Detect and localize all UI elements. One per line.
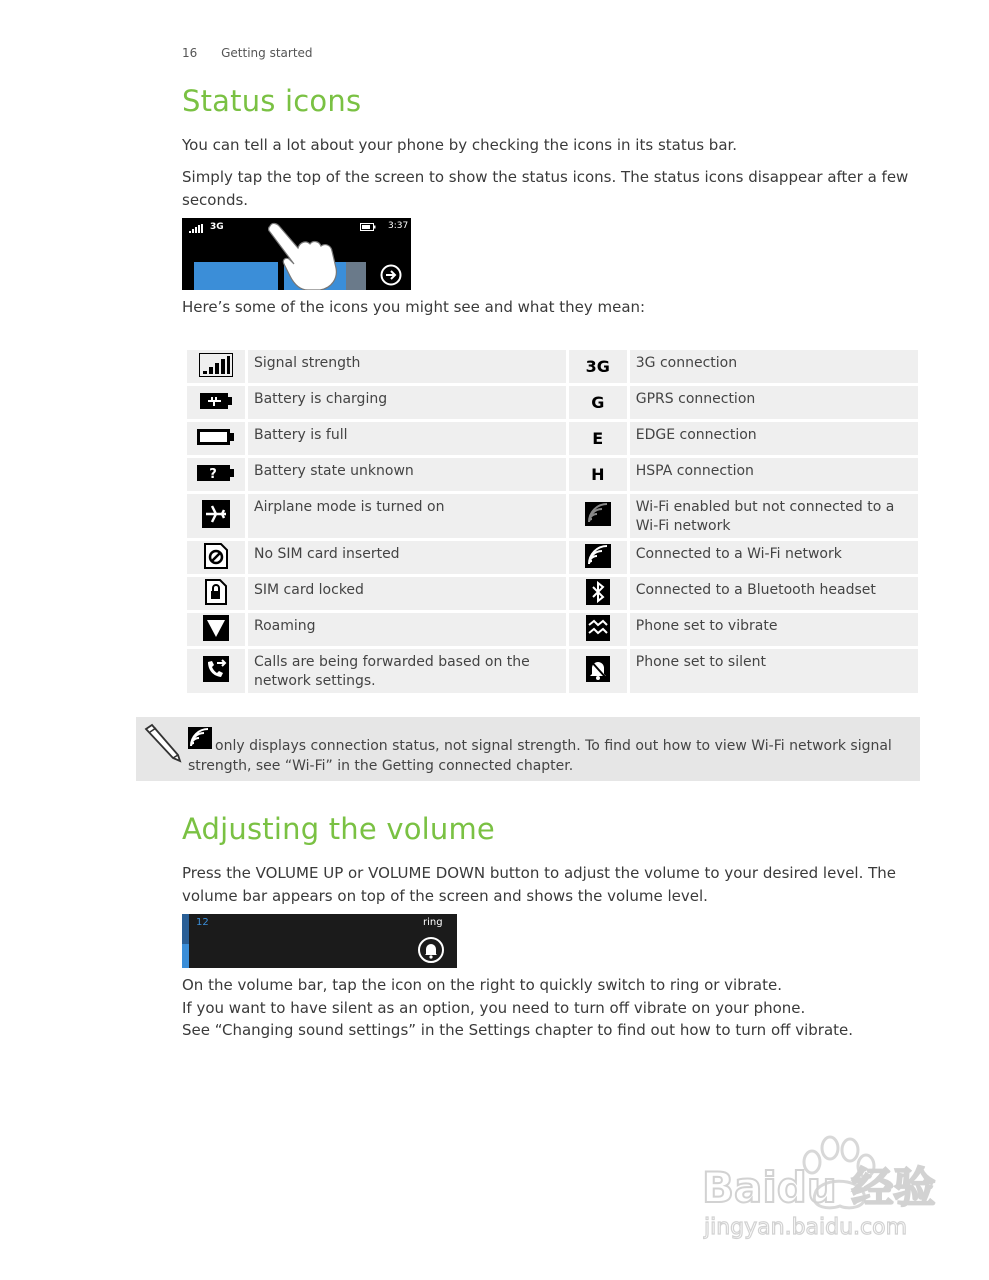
volume-level-label: 12 — [196, 917, 209, 928]
hspa-icon: H — [569, 458, 627, 491]
volume-bar-screenshot — [182, 914, 457, 968]
table-row — [187, 577, 918, 610]
icon-description: Battery state unknown — [248, 458, 566, 491]
icon-description: Phone set to vibrate — [630, 613, 918, 646]
table-row — [187, 541, 918, 574]
icon-description: Signal strength — [248, 350, 566, 383]
icon-description: 3G connection — [630, 350, 918, 383]
status-icons-table — [184, 347, 921, 696]
icon-description: EDGE connection — [630, 422, 918, 455]
airplane-icon — [187, 494, 245, 538]
svg-text:?: ? — [209, 466, 217, 482]
volume-tip-line-2: If you want to have silent as an option, you need to turn off vibrate on your phone. — [182, 999, 806, 1017]
table-row — [187, 649, 918, 693]
silent-icon — [569, 649, 627, 693]
svg-text:Baidu 经验: Baidu 经验 — [702, 1163, 936, 1212]
icon-description: Wi-Fi enabled but not connected to a Wi-Fi network — [630, 494, 918, 538]
note-box — [136, 717, 920, 781]
svg-text:jingyan.baidu.com: jingyan.baidu.com — [704, 1215, 908, 1240]
no-sim-icon — [187, 541, 245, 574]
section-title-status-icons: Status icons — [182, 84, 362, 118]
table-row — [187, 494, 918, 538]
section-title-adjusting-volume: Adjusting the volume — [182, 812, 495, 846]
icon-description: No SIM card inserted — [248, 541, 566, 574]
roaming-icon — [187, 613, 245, 646]
battery-charging-icon — [187, 386, 245, 419]
tap-instruction-paragraph: Simply tap the top of the screen to show the status icons. The status icons disappear after a few seconds. — [182, 168, 909, 209]
3g-icon: 3G — [569, 350, 627, 383]
network-type-label: 3G — [210, 222, 224, 232]
icon-description: Roaming — [248, 613, 566, 646]
signal-strength-icon — [187, 350, 245, 383]
vibrate-icon — [569, 613, 627, 646]
baidu-watermark — [700, 1130, 940, 1254]
tapping-hand-icon — [268, 220, 358, 290]
icon-description: Battery is charging — [248, 386, 566, 419]
icons-intro-paragraph: Here’s some of the icons you might see and what they mean: — [182, 298, 646, 316]
wifi-not-connected-icon — [569, 494, 627, 538]
icon-description: Battery is full — [248, 422, 566, 455]
volume-tip-line-1: On the volume bar, tap the icon on the right to quickly switch to ring or vibrate. — [182, 976, 782, 994]
icon-description: Calls are being forwarded based on the network settings. — [248, 649, 566, 693]
signal-strength-icon — [189, 224, 205, 233]
battery-full-icon — [187, 422, 245, 455]
note-text: only displays connection status, not signal strength. To find out how to view Wi-Fi network signal strength, see “Wi-Fi” in the Getting connected chapter. — [188, 738, 892, 774]
edge-icon: E — [569, 422, 627, 455]
gprs-icon: G — [569, 386, 627, 419]
volume-level-fill — [182, 944, 189, 968]
start-tile — [194, 262, 278, 290]
table-row — [187, 422, 918, 455]
intro-paragraph: You can tell a lot about your phone by checking the icons in its status bar. — [182, 136, 738, 154]
arrow-right-circle-icon — [380, 264, 402, 286]
icon-description: Connected to a Bluetooth headset — [630, 577, 918, 610]
table-row — [187, 458, 918, 491]
icon-description: HSPA connection — [630, 458, 918, 491]
battery-icon — [360, 223, 376, 231]
chapter-name: Getting started — [221, 46, 313, 60]
battery-unknown-icon — [187, 458, 245, 491]
icon-description: Airplane mode is turned on — [248, 494, 566, 538]
baidu-paw-logo-icon — [700, 1130, 940, 1250]
icon-description: SIM card locked — [248, 577, 566, 610]
icon-description: Connected to a Wi-Fi network — [630, 541, 918, 574]
clock-label: 3:37 — [388, 221, 409, 231]
status-bar-screenshot — [182, 218, 411, 290]
table-row — [187, 613, 918, 646]
ring-mode-label: ring — [423, 917, 443, 928]
call-forward-icon — [187, 649, 245, 693]
icon-description: Phone set to silent — [630, 649, 918, 693]
table-row — [187, 350, 918, 383]
volume-instruction-paragraph: Press the VOLUME UP or VOLUME DOWN button to adjust the volume to your desired level. The volume bar appears on top of the screen and shows the volume level. — [182, 864, 897, 905]
page-number: 16 — [182, 46, 198, 60]
volume-tip-line-3: See “Changing sound settings” in the Settings chapter to find out how to turn off vibrate. — [182, 1021, 854, 1039]
sim-locked-icon — [187, 577, 245, 610]
wifi-connected-icon — [569, 541, 627, 574]
icon-description: GPRS connection — [630, 386, 918, 419]
bluetooth-icon — [569, 577, 627, 610]
table-row — [187, 386, 918, 419]
pencil-note-icon — [142, 723, 182, 763]
bell-icon[interactable] — [417, 936, 445, 964]
running-header — [182, 46, 313, 60]
